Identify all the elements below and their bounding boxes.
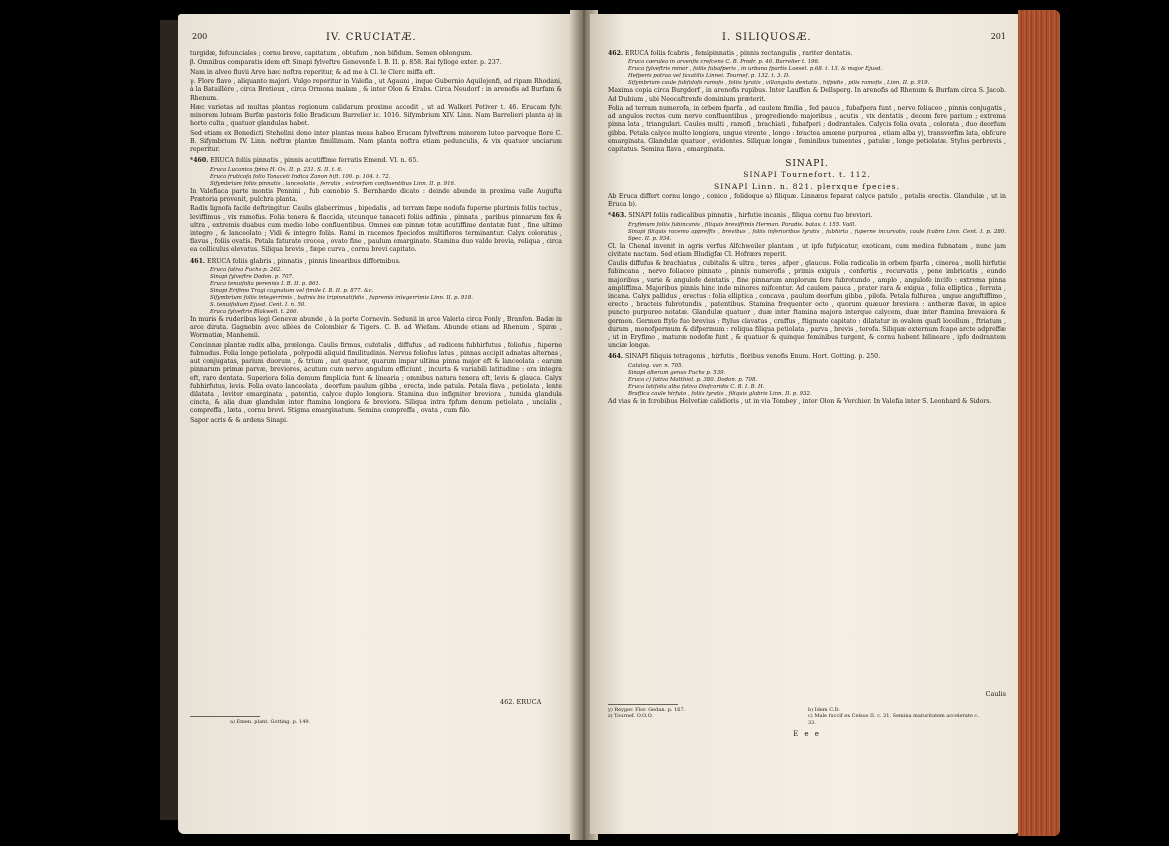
genus-subheading: SINAPI Tournefort. t. 112. xyxy=(743,170,871,180)
synonym: Sinapi filiquis racemo appreffis , brevibus , foliis inferioribus lyratis , fubhirta , fuperne incurvatis, caule fcabro Linn. Cent. I. p. 280. Spec. II. p. 934. xyxy=(628,228,1006,242)
synonym: Eruca cærulea in arvenfis crefcens C. B. Prodr. p. 40. Barrelier t. 196. xyxy=(628,59,820,66)
left-text-column xyxy=(190,50,562,426)
species-entry-460 xyxy=(190,157,562,165)
synonym: Eruca fylveftris minor , foliis fubafperis , in urbana fpartis Loesel. p.68. t. 13. & major Ejusd. xyxy=(628,66,883,73)
entry-title: SINAPI foliis radicalibus pinnatis , hirfutie incanis , filiqua cornu fuo breviori. xyxy=(628,212,873,220)
book-cover-left xyxy=(160,20,180,820)
open-book xyxy=(178,0,1020,846)
paragraph: γ. Flore flavo , aliquanto majori. Vulgo reperitur in Valefia , ut Agauni , inque Gubernio Aquilejenfi, ad ripam Rhodani, à la Bataillère , circa Bretieux , circa Ormona malam , & inter Olon & Erabs. Circa Neudorf : in arenofis ad Burfam & Rhenum. xyxy=(190,78,562,102)
synonym: Sifymbrium caule fubfolofo ramofo , foliis lyratis , villangulis dentatis , hifpidis , pilis ramofis , Linn. II. p. 919. xyxy=(628,80,930,87)
entry-title: ERUCA foliis glabris , pinnatis , pinnis linearibus difformibus. xyxy=(207,257,401,265)
paragraph: Radix lignofa facile deftringitur. Caulis glaberrimus , bipedalis , ad terram fæpe nodofa fuperne plurimis foliis tectus , leviffimus , vix ramofus. Folia tenera & flaccida, utcunque tanaceti foliis adfinia , pinnata , paribus pinnarum fex & ultra , extremis duabus cum medio lobo confluentibus. Omnes eæ pinnæ totæ acutiffime dentatæ funt , fine ultimo integro , & lanceolato ; Vidi & integro foliis. Rami in racemos fpeciofos multifloros terminantur. Calyx coloratus , flavus , foliis ovatis. Petala faturate crocea , ovato fine , paulum emarginato. Stamina duo valde brevia, reliqua , circa ea colliculus elevatus. Siliqua brevis , fæpe curva , cornu brevi capitato. xyxy=(190,205,562,254)
paragraph: Ad vias & in fcrobibus Helvetiæ calidioris , ut in via Tombey , inter Olon & Verchier. In Valefia inter S. Leonhard & Sidors. xyxy=(608,397,992,405)
synonym: Eruca Lucanica fpina H. Ox. II. p. 231. S. II. t. 6. xyxy=(210,166,343,173)
paragraph: In muris & ruderibus legi Genevæ abunde , à la porte Cornevin. Sedunii in arce Valeria circa Fonly , Branfon. Badæ in arce diruta. Gagnebin avec allées de Colombier & Tigers. C. B. ad Wiefam. Abunde etiam ad Rhenum , Spiræ , Wormatiæ, Manhemii. xyxy=(190,315,562,340)
right-page-header: I. SILIQUOSÆ. xyxy=(722,32,812,43)
signature-mark: E e e xyxy=(793,730,821,739)
right-page-number: 201 xyxy=(990,32,1006,41)
entry-number: *463. xyxy=(608,212,627,220)
synonym: Eruca c) fativa Matthiol. p. 380. Dodon. p. 708. xyxy=(628,376,758,383)
genus-heading: SINAPI. xyxy=(785,159,829,170)
paragraph: Maxima copia circa Burgdorf , in arenofis rupibus. Inter Lauffen & Dellsperg. In arenofis ad Rhenum & Burfam circa S. Jacob. Ad Dubium , ubi Neocaftrenfe dominium præterit. xyxy=(608,87,1006,103)
paragraph: Sapor acris & & ardens Sinapi. xyxy=(190,416,288,424)
footnote: y) Reyger. Flor. Gedan. p. 167. xyxy=(608,707,686,713)
paragraph: turgidæ, fefcunciales ; cornu breve, capitatum , obtufum , non bifidum. Semen oblongum. xyxy=(190,50,473,57)
entry-number: *460. xyxy=(190,157,209,165)
synonym: Hefperis potraa vel faxatilis Linnei. Tournef. p. 132. t. 3. D. xyxy=(628,73,790,80)
left-page-number: 200 xyxy=(192,32,208,41)
left-page-header: IV. CRUCIATÆ. xyxy=(326,32,417,43)
synonym: Sinapi fylveftre Dodon. p. 707. xyxy=(210,273,294,280)
catchword: 462. ERUCA xyxy=(500,698,542,706)
right-page xyxy=(590,14,1020,834)
synonym: Braffica caule hirfuto , foliis lyratis , filiquis glabris Linn. II. p. 932. xyxy=(628,390,812,397)
right-footnotes xyxy=(608,700,1006,738)
footnote-rule xyxy=(190,716,260,717)
species-entry-461 xyxy=(190,258,562,266)
paragraph: Cl. la Chenal invenit in agris verfus Alfchweiler plantam , ut ipfe fufpicatur, exoticam, cum medica fubnatam , nunc jam civitate nactam. Sed etiam Bludigfæ Cl. Hofrærs reperit. xyxy=(608,242,1006,258)
synonym: Eruca tenuifolia perennis I. B. II. p. 861. xyxy=(210,280,321,287)
genus-subheading: SINAPI Linn. n. 821. plerxque fpecies. xyxy=(714,181,900,191)
entry-number: 464. xyxy=(608,353,624,361)
synonym: Sinapi Erifimo Tragi cognatum vel fimile I. B. II. p. 877. &c. xyxy=(210,287,374,294)
left-page xyxy=(178,14,578,834)
paragraph: In Valefiaca parte montis Pennini , fub cœnobio S. Bernhardo dicato : deinde abunde in proxima valle Augufta Prætoria provenit, pulchra planta. xyxy=(190,187,562,203)
synonym: Eruca fativa Fuchs p. 262. xyxy=(210,266,283,273)
paragraph: Ab Eruca differt cornu longo , conico , folidoque a) filiquæ. Linnæus feparat calyce patulo , petalis erectis. Glandulæ , ut in Eruca b). xyxy=(608,192,1006,209)
synonym: Eruca fylveftris Blakwell. t. 266. xyxy=(210,308,299,315)
paragraph: Sed etiam ex Benedicti Stehelini dono inter plantas meas habeo Erucam fylveftrem minorem luteo parvoque flore C. B. Sifymbrium IV. Linn. noftræ plantæ fimillimam. Nam planta noftra etiam pedunculis, & vix quatuor unciarum reperitur. xyxy=(190,129,562,154)
entry-title: ERUCA foliis fcabris , femipinnatis , pinnis rectangulis , rariter dentatis. xyxy=(625,50,853,57)
synonym: S. tenuifolium Ejusd. Cent. I. n. 50. xyxy=(210,301,307,308)
footnote: b) Idem C.D. xyxy=(808,707,840,713)
entry-number: 461. xyxy=(190,257,206,265)
synonym: Sifymbrium foliis pinnatis , lanceolatis , ferratis , extrorfum confluentibus Linn. II. p. 916. xyxy=(210,180,456,187)
footnote: a) Emen. plant. Gotting. p. 149. xyxy=(230,719,311,725)
synonym: Eruca fruticofa folio Tanaceti Indica Zanon hift. 100. p. 104. t. 72. xyxy=(210,173,391,180)
left-footnotes xyxy=(190,712,562,725)
footnote: c) Male fuccif ex Celsus II. c. 21. Semina maturitatem accelerate c. 33. xyxy=(808,713,979,726)
paragraph: Nam in alveo fluvii Arve hæc noftra reperitur, & ad me à Cl. le Clerc miffa eft. xyxy=(190,68,436,76)
entry-number: 462. xyxy=(608,50,624,57)
synonym: Catalog. var. n. 705. xyxy=(628,362,684,369)
species-entry-464 xyxy=(608,353,1006,361)
catchword: Caulis xyxy=(985,690,1006,698)
species-entry-463 xyxy=(608,212,1006,220)
synonym: Sinapi alterum genus Fuchs p. 539. xyxy=(628,369,726,376)
species-entry-462 xyxy=(608,50,1006,58)
footnote-rule xyxy=(608,704,678,705)
entry-title: SINAPI filiquis tetragonis , hirfutis , floribus venofis Enum. Hort. Gotting. p. 250. xyxy=(625,353,881,361)
synonym: Eruca latifolia alba fativa Diofcoridis C. B. I. B. H. xyxy=(628,383,765,390)
synonym: Eryfimum foliis fubincanis , filiquis breviffimis Herman. Paradis. batav. t. 155. Vaill. xyxy=(628,221,857,228)
footnote: z) Tournef. O.O.O. xyxy=(608,713,653,720)
page-edges xyxy=(1018,10,1060,836)
entry-title: ERUCA foliis pinnatis , pinnis acutiffime ferratis Emend. VI. n. 65. xyxy=(210,157,419,165)
paragraph: β. Omnibus comparatis idem eft Sinapi fylveftre Genevenfe I. B. II. p. 858. Rai fylloge exter. p. 237. xyxy=(190,59,502,67)
right-text-column xyxy=(608,50,1006,407)
paragraph: Concinnæ plantæ radix alba, prælonga. Caulis firmus, cubitalis , diffufus , ad radicem fubhirfutus , foliofus , fuperne fubnudus. Folia longe petiolata , polypodii aliquid fimilitudinis. Nervus foliofus latus , pinnas accipit adnatas alternas , aut conjugatas, parium duorum , & trium , aut quatuor, quarum impar ultima pinna major eft & lanceolata : earum pinnarum primæ parvæ, breviores, acutum cum nervo angulum efficiunt , incurta & variabili latitudine : ora integra eft, raro dentata. Superiora folia demum fimplicia funt & linearia ; omnibus natura tenera eft, levis & glauca. Calyx fubhirfutus, levis. Folia ovato lanceolata , deorfum paulum gibba , erecta, inde patula. Petala flava , petiolata , lente dilatata , leviter emarginata , patentia, calyce duplo longiora. Stamina duo infigniter breviora , tumida glandula cincta, & alia duæ glandulæ inter ftamina longiora & breviora. Siliqua intra fpfum denum petiolata , uncialis , compreffa , læta , cornu brevi. Stigma emarginatum. Semina compreffa , ovata , cum filo. xyxy=(190,341,562,415)
paragraph: Caulis diffufus & brachiatus , cubitalis & ultra , teres , afper , glaucus. Folia radicalia in orbem fparfa , cinerea , molli hirfutie fubincana , nervo foliaceo pinnato , pinnis numerofis , primis exiguis , confertis , recurvatis , pene imbricatis , eundo majoribus , varie & angulofe dentatis , fine pinnarum amplorum fere fubrotundo , amplo , angulofe incifo : extrema pinna ampliffima. Majoribus pinnis hinc inde minores mifcentur. Ad caulem pauca , prater rara & exigua , folia elliptica , ferrata , incana. Calyx pallidus , erectus : folia elliptica , concava , paulum deorfum gibba , pilofa. Petala fulfurea , ungue anguftiffimo , erecto , bracteis fubrotundis , patentibus. Stamina frequenter octo , quorum quæuor breviora : antheræ flavæ, in apice puncto purpureo notatæ. Glandulæ quatuor , duæ inter ftamina majora interque calycem, duæ inter ftamina brevaiora & germen. Germen ftylo fuo brevius : ftylus clavatus , craffus , ftigmate capitato : dilatatur in ovalem quafi locellum , ftriatum , durum , monofpermum & difpermum : reliqua filiqua petiolata , parva , brevis , torofa. Siliquæ externum fcapo arcte adpreffæ , ut in Eryfimo , maturæ nodofæ funt , & quatuor & quinque feminibus turgent, & cornu habent bilineare , ipfo dodrantem unciæ longæ. xyxy=(608,260,1006,350)
paragraph: Hæc varietas ad multas plantas regionum calidarum proxime accedit , ut ad Walkeri Petiver t. 46. Erucam fylv. minorem luteam Burfæ pastoris folio Bradicum Barrelier ic. 1016. Sifymbrium XIV. Linn. Nam Barrelieri planta a) in horto culta , quatuor glandulas habet. xyxy=(190,103,562,128)
paragraph: Folia ad terram numerofa, in orbem fparfa , ad caulem fimilia , fed pauca , fubafpera funt , nervo foliaceo , pinnis conjugatis , ad angulos rectos cum nervo confluentibus , progrediendo majoribus , acutis , vix dentatis , decem fere parium ; extrema pinna lata , triangulari. Caules multi , ramofi , brachiati , fubafperi ; dodrantales. Calycis folia ovata , colorata , duo deorfum gibba. Petala calyce multo longiora, ungue virente , longo : bractea amœne purpurea , etiam alba y), transverfim lata, obfcure emarginata. Glandulæ quatuor , evidentes. Siliquæ longæ , feminibus tumentes , patulæ , longe petiolatæ. Stylus perbrevis , capitatus. Semina flava , emarginata. xyxy=(608,104,1006,153)
synonym: Sifymbrium foliis integerrimis , bafinis bis tripinnatifidis , fupremis integerrimis Linn. II. p. 918. xyxy=(210,294,473,301)
